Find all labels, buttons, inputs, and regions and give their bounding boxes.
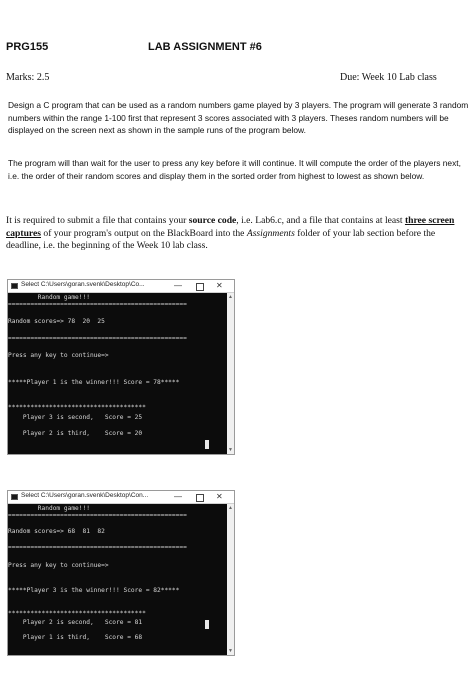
second-place-line: Player 3 is second, Score = 25 (8, 414, 143, 421)
console-separator: ================================================ (8, 544, 187, 551)
random-scores-line: Random scores=> 78 20 25 (8, 318, 105, 325)
press-key-line: Press any key to continue=> (8, 562, 109, 569)
submission-paragraph (6, 215, 470, 253)
due-label: Due: Week 10 Lab class (340, 72, 437, 83)
submission-text-4: folder of your lab section before the deadline, i.e. the beginning of the Week 10 lab class. (6, 227, 436, 251)
submission-text-2: , i.e. Lab6.c, and a file that contains at least (236, 215, 405, 226)
second-place-line: Player 2 is second, Score = 81 (8, 619, 143, 626)
winner-line: *****Player 1 is the winner!!! Score = 78***** (8, 379, 180, 386)
close-button[interactable]: ✕ (216, 281, 223, 290)
console-separator: ================================================ (8, 512, 187, 519)
scroll-down-icon[interactable]: ▼ (228, 649, 233, 654)
maximize-button[interactable] (196, 283, 204, 291)
vertical-scrollbar[interactable] (227, 504, 234, 655)
minimize-button[interactable]: — (174, 281, 182, 290)
marks-label: Marks: 2.5 (6, 72, 50, 83)
assignment-title: LAB ASSIGNMENT #6 (148, 41, 262, 53)
console-separator: ================================================ (8, 335, 187, 342)
console-separator: ************************************* (8, 610, 146, 617)
window-title: Select C:\Users\goran.svenk\Desktop\Con... (21, 492, 149, 499)
console-separator: ************************************* (8, 404, 146, 411)
text-cursor (205, 620, 209, 629)
console-window-2 (7, 490, 235, 656)
window-title: Select C:\Users\goran.svenk\Desktop\Co... (21, 281, 145, 288)
close-button[interactable]: ✕ (216, 492, 223, 501)
console-line: Random game!!! (8, 505, 90, 512)
submission-text-3: of your program's output on the BlackBoard into the (41, 227, 247, 239)
minimize-button[interactable]: — (174, 492, 182, 501)
description-paragraph: Design a C program that can be used as a random numbers game played by 3 players. The program will generate 3 random numbers within the range 1-100 first that represent 3 scores associated with 3 players. Theses random numbers will be displayed on the screen next as shown in the sample runs of the program below. (8, 100, 469, 135)
console-app-icon (11, 283, 18, 289)
scroll-up-icon[interactable]: ▲ (228, 295, 233, 300)
third-place-line: Player 2 is third, Score = 20 (8, 430, 143, 437)
window-titlebar[interactable] (8, 491, 234, 504)
console-app-icon (11, 494, 18, 500)
press-key-line: Press any key to continue=> (8, 352, 109, 359)
assignments-folder-emphasis: Assignments (246, 227, 295, 239)
console-window-1 (7, 279, 235, 455)
maximize-button[interactable] (196, 494, 204, 502)
submission-text-1: It is required to submit a file that contains your (6, 215, 189, 226)
window-titlebar[interactable] (8, 280, 234, 293)
console-separator: ================================================ (8, 301, 187, 308)
console-line: Random game!!! (8, 294, 90, 301)
text-cursor (205, 440, 209, 449)
random-scores-line: Random scores=> 68 81 82 (8, 528, 105, 535)
screen-captures-emphasis: three screen captures (6, 215, 455, 239)
scroll-up-icon[interactable]: ▲ (228, 506, 233, 511)
course-code: PRG155 (6, 41, 49, 53)
vertical-scrollbar[interactable] (227, 293, 234, 454)
behavior-paragraph: The program will than wait for the user to press any key before it will continue. It will compute the order of the players next, i.e. the order of their random scores and display them in the sorted order from highest to lowest as shown below. (8, 158, 461, 181)
scroll-down-icon[interactable]: ▼ (228, 448, 233, 453)
source-code-emphasis: source code (188, 215, 237, 226)
winner-line: *****Player 3 is the winner!!! Score = 82***** (8, 587, 180, 594)
third-place-line: Player 1 is third, Score = 68 (8, 634, 143, 641)
